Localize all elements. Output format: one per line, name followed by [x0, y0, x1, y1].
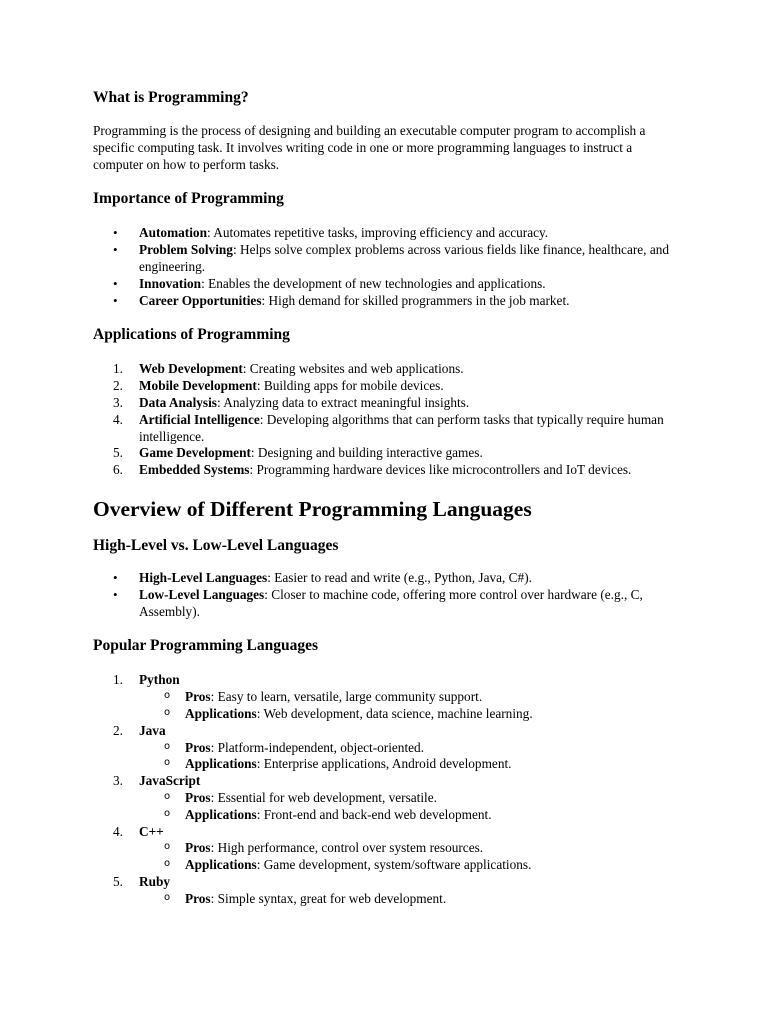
item-desc: : Building apps for mobile devices. [256, 378, 444, 394]
detail-term: Pros [185, 739, 211, 755]
detail-desc: : Essential for web development, versatile. [210, 789, 437, 805]
list-item [93, 445, 683, 462]
item-term: Embedded Systems [139, 462, 250, 478]
importance-list [93, 225, 683, 309]
heading-applications: Applications of Programming [93, 326, 290, 344]
detail-term: Applications [185, 705, 257, 721]
detail-item [139, 857, 683, 874]
list-item [93, 293, 683, 310]
heading-overview: Overview of Different Programming Languages [93, 496, 532, 521]
list-item [93, 378, 683, 395]
detail-desc: : Enterprise applications, Android development. [256, 756, 512, 772]
detail-term: Applications [185, 756, 257, 772]
detail-item [139, 807, 683, 824]
language-name: Ruby [139, 873, 171, 889]
heading-importance: Importance of Programming [93, 190, 284, 208]
heading-what-is-programming: What is Programming? [93, 89, 249, 106]
detail-term: Pros [185, 789, 211, 805]
language-details [139, 740, 683, 774]
language-name: JavaScript [139, 773, 201, 789]
list-item [93, 462, 683, 479]
item-term: Problem Solving [139, 242, 233, 258]
item-number: 5. [113, 873, 123, 889]
detail-desc: : Simple syntax, great for web development. [210, 890, 447, 906]
detail-desc: : Easy to learn, versatile, large community support. [210, 689, 483, 705]
language-item-javascript [93, 773, 683, 823]
list-item [93, 412, 683, 446]
item-term: Game Development [139, 445, 251, 461]
list-item [93, 395, 683, 412]
item-term: Automation [139, 225, 207, 241]
heading-levels: High-Level vs. Low-Level Languages [93, 536, 339, 554]
detail-term: Pros [185, 890, 211, 906]
detail-term: Pros [185, 840, 211, 856]
item-desc: : Developing algorithms that can perform tasks that typically require human intelligence. [139, 411, 664, 444]
item-term: Low-Level Languages [139, 586, 265, 602]
item-number: 3. [113, 394, 123, 410]
language-name: C++ [139, 823, 164, 839]
document-page [93, 88, 683, 908]
list-item [93, 242, 683, 276]
language-name: Python [139, 672, 180, 688]
language-item-cpp [93, 824, 683, 874]
language-details [139, 840, 683, 874]
item-term: Data Analysis [139, 394, 217, 410]
detail-item [139, 790, 683, 807]
language-item-ruby [93, 874, 683, 908]
item-number: 2. [113, 378, 123, 394]
detail-item [139, 706, 683, 723]
languages-list [93, 672, 683, 907]
item-desc: : Automates repetitive tasks, improving efficiency and accuracy. [206, 225, 549, 241]
detail-item [139, 891, 683, 908]
item-desc: : Designing and building interactive games. [250, 445, 483, 461]
detail-desc: : Web development, data science, machine learning. [256, 705, 533, 721]
item-term: Career Opportunities [139, 292, 262, 308]
list-item [93, 276, 683, 293]
list-item [93, 587, 683, 621]
detail-desc: : High performance, control over system resources. [210, 840, 484, 856]
item-term: Web Development [139, 361, 243, 377]
item-desc: : Easier to read and write (e.g., Python, Java, C#). [267, 569, 532, 585]
item-number: 2. [113, 722, 123, 738]
item-desc: : Closer to machine code, offering more control over hardware (e.g., C, Assembly). [139, 586, 643, 619]
item-desc: : Helps solve complex problems across various fields like finance, healthcare, and engineering. [139, 242, 670, 274]
item-desc: : Creating websites and web applications. [242, 361, 464, 377]
list-item [93, 225, 683, 242]
item-number: 1. [113, 361, 123, 377]
item-number: 4. [113, 823, 123, 839]
detail-item [139, 840, 683, 857]
item-desc: : Programming hardware devices like microcontrollers and IoT devices. [249, 462, 632, 478]
item-desc: : High demand for skilled programmers in the job market. [261, 292, 570, 308]
applications-list [93, 361, 683, 479]
list-item [93, 361, 683, 378]
heading-popular: Popular Programming Languages [93, 637, 319, 655]
detail-term: Applications [185, 857, 257, 873]
detail-item [139, 689, 683, 706]
detail-desc: : Platform-independent, object-oriented. [210, 739, 425, 755]
language-name: Java [139, 722, 166, 738]
intro-paragraph: Programming is the process of designing and building an executable computer program to accomplish a specific computing task. It involves writing code in one or more programming languages to instruct a computer on how to perform tasks. [93, 123, 646, 172]
list-item [93, 570, 683, 587]
item-desc: : Enables the development of new technologies and applications. [201, 275, 546, 291]
item-term: Innovation [139, 275, 202, 291]
language-details [139, 790, 683, 824]
detail-term: Applications [185, 806, 257, 822]
language-item-python [93, 672, 683, 722]
levels-list [93, 570, 683, 620]
item-number: 6. [113, 462, 123, 478]
item-desc: : Analyzing data to extract meaningful insights. [216, 394, 470, 410]
item-term: High-Level Languages [139, 569, 268, 585]
detail-term: Pros [185, 689, 211, 705]
detail-desc: : Front-end and back-end web development. [256, 806, 492, 822]
item-number: 1. [113, 672, 123, 688]
item-term: Mobile Development [139, 378, 257, 394]
item-term: Artificial Intelligence [139, 411, 260, 427]
item-number: 5. [113, 445, 123, 461]
language-item-java [93, 723, 683, 773]
language-details [139, 689, 683, 723]
detail-item [139, 740, 683, 757]
detail-item [139, 756, 683, 773]
language-details [139, 891, 683, 908]
item-number: 4. [113, 411, 123, 427]
item-number: 3. [113, 773, 123, 789]
detail-desc: : Game development, system/software applications. [256, 857, 532, 873]
